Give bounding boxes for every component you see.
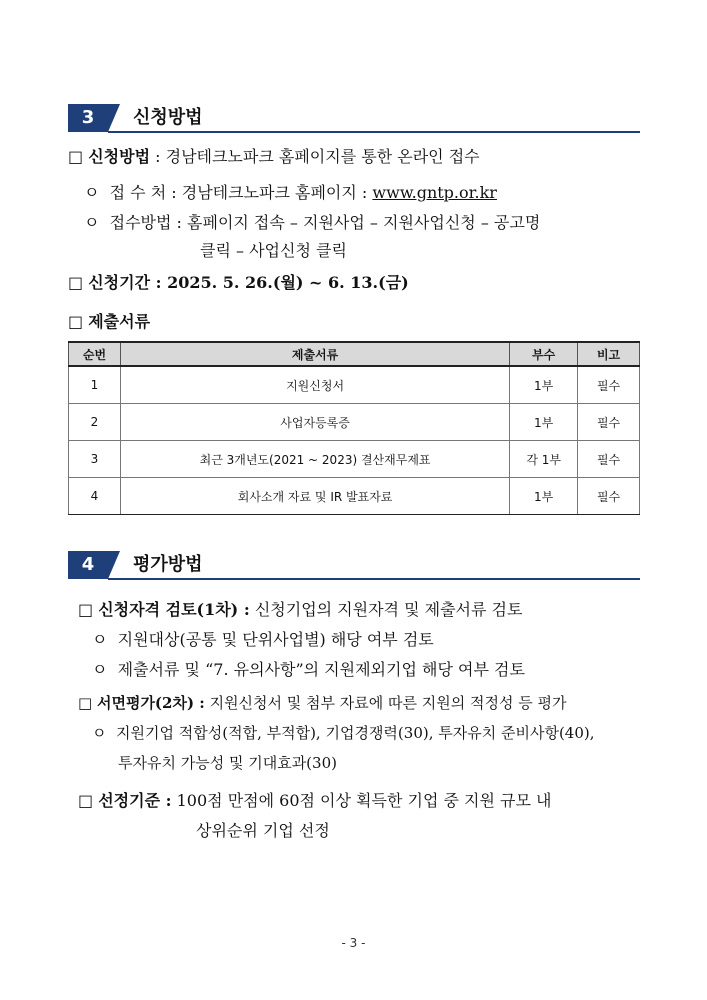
procedure-line [84,212,540,234]
apply-method-label: 신청방법 [88,147,151,166]
table-cell: 1부 [510,478,578,515]
column-header: 비고 [578,342,640,366]
document-review-sub [92,722,595,744]
period-line [68,272,409,294]
checkbox-square-icon: □ [68,312,84,331]
table-cell: 필수 [578,404,640,441]
document-review-sub-2: 투자유치 가능성 및 기대효과(30) [118,754,337,772]
table-cell: 2 [69,404,121,441]
qualification-text: 신청기업의 지원자격 및 제출서류 검토 [249,600,523,619]
column-header: 제출서류 [120,342,509,366]
apply-method-line [68,146,480,168]
table-row [69,478,640,515]
page-number: - 3 - [341,936,366,950]
checkbox-square-icon: □ [68,273,84,292]
selection-label: 선정기준 : [98,791,172,810]
qualification-sub-2 [92,659,525,681]
reception-label: 접 수 처 : 경남테크노파크 홈페이지 : [109,183,373,202]
period-text: 신청기간 : 2025. 5. 26.(월) ~ 6. 13.(금) [88,273,409,292]
table-cell: 필수 [578,366,640,404]
table-cell: 필수 [578,478,640,515]
selection-line [78,790,552,812]
circle-bullet-icon: ㅇ [92,660,108,679]
column-header: 부수 [510,342,578,366]
checkbox-square-icon: □ [68,147,84,166]
table-header-row [69,342,640,366]
section-3-number: 3 [68,104,108,132]
apply-method-text: : 경남테크노파크 홈페이지를 통한 온라인 접수 [150,147,480,166]
table-cell: 회사소개 자료 및 IR 발표자료 [120,478,509,515]
table-cell: 1부 [510,404,578,441]
table-cell: 각 1부 [510,441,578,478]
table-row [69,441,640,478]
reception-url-link[interactable]: www.gntp.or.kr [372,183,497,202]
checkbox-square-icon: □ [78,694,93,712]
docs-heading-text: 제출서류 [88,312,151,331]
document-review-line [78,692,567,714]
column-header: 순번 [69,342,121,366]
circle-bullet-icon: ㅇ [92,630,108,649]
checkbox-square-icon: □ [78,600,94,619]
table-row [69,366,640,404]
circle-bullet-icon: ㅇ [92,724,107,742]
qualification-line [78,599,522,621]
document-review-label: 서면평가(2차) : [96,694,205,712]
qualification-sub-1-text: 지원대상(공통 및 단위사업별) 해당 여부 검토 [117,630,434,649]
table-cell: 4 [69,478,121,515]
document-review-sub-text: 지원기업 적합성(적합, 부적합), 기업경쟁력(30), 투자유치 준비사항(40), [116,724,595,742]
checkbox-square-icon: □ [78,791,94,810]
procedure-text: 접수방법 : 홈페이지 접속 – 지원사업 – 지원사업신청 – 공고명 [109,213,541,232]
section-4-title: 평가방법 [133,554,203,575]
documents-table [68,341,640,515]
table-cell: 최근 3개년도(2021 ~ 2023) 결산재무제표 [120,441,509,478]
circle-bullet-icon: ㅇ [84,183,100,202]
circle-bullet-icon: ㅇ [84,213,100,232]
table-cell: 3 [69,441,121,478]
procedure-line-2: 클릭 – 사업신청 클릭 [200,241,347,260]
table-cell: 필수 [578,441,640,478]
selection-text: 100점 만점에 60점 이상 획득한 기업 중 지원 규모 내 [171,791,552,810]
section-4-number: 4 [68,551,108,579]
reception-line [84,182,497,204]
section-3-title: 신청방법 [133,107,203,128]
qualification-label: 신청자격 검토(1차) : [98,600,250,619]
table-row [69,404,640,441]
qualification-sub-2-text: 제출서류 및 “7. 유의사항”의 지원제외기업 해당 여부 검토 [117,660,525,679]
selection-line-2: 상위순위 기업 선정 [196,821,330,840]
table-cell: 사업자등록증 [120,404,509,441]
qualification-sub-1 [92,629,434,651]
table-cell: 1 [69,366,121,404]
document-review-text: 지원신청서 및 첨부 자료에 따른 지원의 적정성 등 평가 [204,694,567,712]
table-cell: 지원신청서 [120,366,509,404]
table-cell: 1부 [510,366,578,404]
docs-heading [68,311,150,333]
